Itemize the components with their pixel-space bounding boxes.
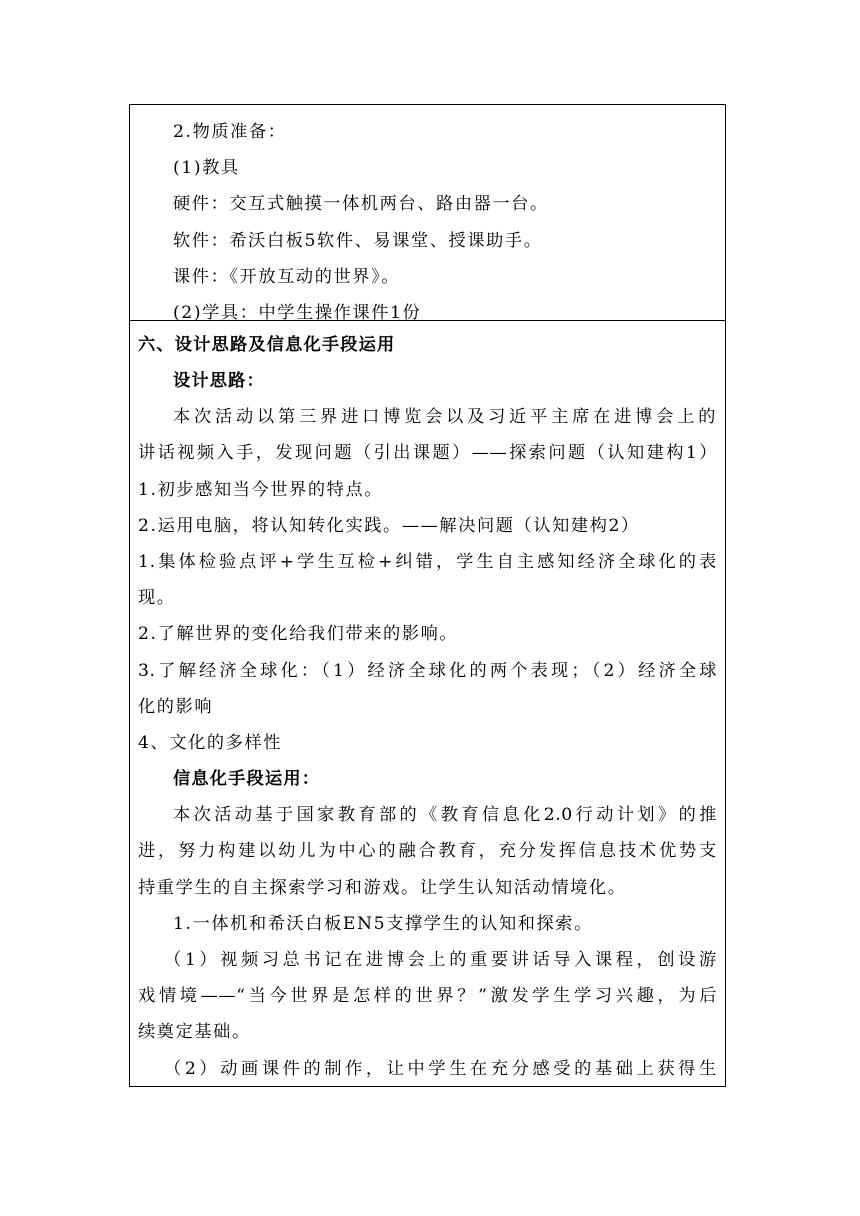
info-paragraph-line: 本次活动基于国家教育部的《教育信息化2.0行动计划》的推 [173,805,717,826]
design-step-line: 4、文化的多样性 [138,732,283,753]
design-paragraph-line: 讲话视频入手，发现问题（引出课题）——探索问题（认知建构1） [138,443,717,464]
section-5-materials-cell [130,105,725,321]
section-6-design-cell [130,321,725,1086]
design-approach-heading: 设计思路： [173,371,265,391]
info-tech-heading: 信息化手段运用： [173,769,321,790]
info-paragraph-line: 1.一体机和希沃白板EN5支撑学生的认知和探索。 [173,913,593,934]
document-table [129,104,726,1087]
info-paragraph-line: （1）视频习总书记在进博会上的重要讲话导入课程，创设游 [164,950,717,970]
info-paragraph-line: 戏情境——“当今世界是怎样的世界？”激发学生学习兴趣，为后 [138,986,717,1007]
info-paragraph-line: 续奠定基础。 [138,1022,251,1043]
info-paragraph-line: （2）动画课件的制作，让中学生在充分感受的基础上获得生 [164,1058,717,1079]
design-step-line: 1.初步感知当今世界的特点。 [138,479,384,500]
design-step-line: 3.了解经济全球化：（1）经济全球化的两个表现；（2）经济全球 [138,660,717,681]
teaching-aids-label: (1)教具 [173,158,240,179]
design-step-line: 化的影响 [138,696,214,717]
materials-heading: 2.物质准备： [173,122,287,142]
courseware-line: 课件：《开放互动的世界》。 [173,266,401,287]
student-materials-line: (2)学具：中学生操作课件1份 [173,302,422,323]
info-paragraph-line: 持重学生的自主探索学习和游戏。让学生认知活动情境化。 [138,877,627,898]
hardware-line: 硬件：交互式触摸一体机两台、路由器一台。 [173,194,549,215]
software-line: 软件：希沃白板5软件、易课堂、授课助手。 [173,230,543,251]
design-step-line: 现。 [138,588,176,609]
info-paragraph-line: 进，努力构建以幼儿为中心的融合教育，充分发挥信息技术优势支 [138,841,717,862]
section-6-title: 六、设计思路及信息化手段运用 [138,335,396,355]
design-step-line: 2.了解世界的变化给我们带来的影响。 [138,624,459,645]
design-step-line: 1.集体检验点评+学生互检+纠错，学生自主感知经济全球化的表 [138,551,717,572]
design-paragraph-line: 本次活动以第三界进口博览会以及习近平主席在进博会上的 [173,407,717,428]
design-step-line: 2.运用电脑，将认知转化实践。——解决问题（认知建构2） [138,515,640,536]
